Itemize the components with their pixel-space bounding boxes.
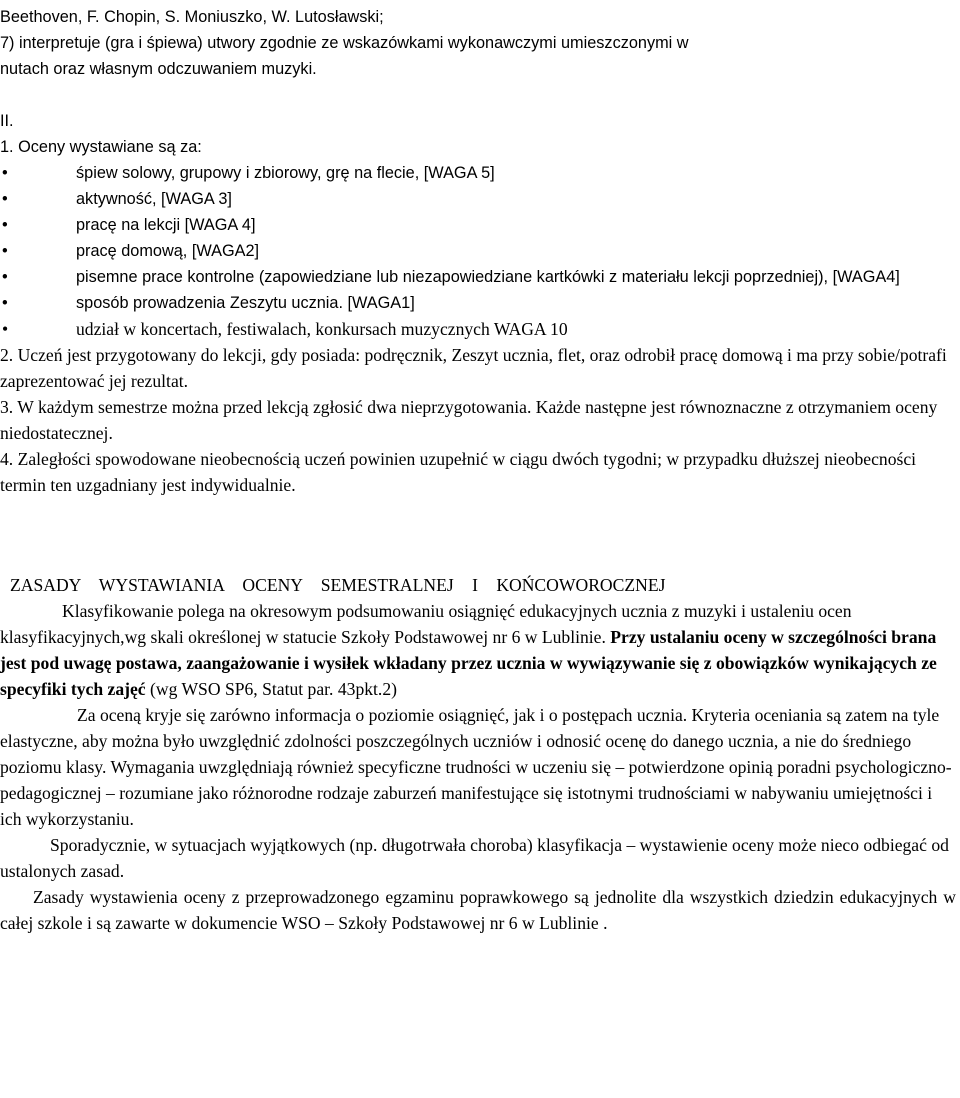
- text-line-composers: Beethoven, F. Chopin, S. Moniuszko, W. Lutosławski;: [0, 8, 384, 26]
- paragraph-retake-exam: Zasady wystawienia oceny z przeprowadzonego egzaminu poprawkowego są jednolite dla wszystkich dziedzin edukacyjnych w całej szkole i są zawarte w dokumencie WSO – Szkoły Podstawowej nr 6 w Lublinie .: [0, 887, 956, 933]
- paragraph-classification: Klasyfikowanie polega na okresowym podsumowaniu osiągnięć edukacyjnych ucznia z muzyki i ustaleniu ocen klasyfikacyjnych,wg skali określonej w statucie Szkoły Podstawowej nr 6 w Lublinie. Przy ustalaniu oceny w szczególności brana jest pod uwagę postawa, zaangażowanie i wysiłek wkładany przez ucznia w wywiązywanie się z obowiązków wynikających ze specyfiki tych zajęć (wg WSO SP6, Statut par. 43pkt.2): [0, 601, 937, 699]
- text-line-interpretation: 7) interpretuje (gra i śpiewa) utwory zgodnie ze wskazówkami wykonawczymi umieszczonymi w: [0, 34, 689, 52]
- list-item: • śpiew solowy, grupowy i zbiorowy, grę na flecie, [WAGA 5]: [0, 160, 956, 186]
- paragraph-criteria: Za oceną kryje się zarówno informacja o poziomie osiągnięć, jak i o postępach ucznia. Kryteria oceniania są zatem na tyle elastyczne, aby można było uwzględnić zdolności poszczególnych uczniów i odnosić ocenę do danego ucznia, a nie do średniego poziomu klasy. Wymagania uwzględniają również specyficzne trudności w uczeniu się – potwierdzone opinią poradni psychologiczno-pedagogicznej – rozumiane jako różnorodne rodzaje zaburzeń manifestujące się istotnymi trudnościami w nabywaniu umiejętności i ich wykorzystaniu.: [0, 705, 952, 829]
- paragraph-unpreparedness: 3. W każdym semestrze można przed lekcją zgłosić dwa nieprzygotowania. Każde następne jest równoznaczne z otrzymaniem oceny niedostatecznej.: [0, 397, 938, 443]
- section-heading: ZASADY WYSTAWIANIA OCENY SEMESTRALNEJ I KOŃCOWOROCZNEJ: [10, 575, 666, 595]
- text-line-interpretation-cont: nutach oraz własnym odczuwaniem muzyki.: [0, 60, 317, 78]
- spacer: [0, 498, 956, 572]
- bullet-icon: •: [2, 216, 8, 234]
- section-roman-numeral: II.: [0, 112, 14, 130]
- bullet-icon: •: [2, 164, 8, 182]
- bullet-icon: •: [2, 294, 8, 312]
- document-page: [0, 4, 956, 936]
- list-item: • pracę domową, [WAGA2]: [0, 238, 956, 264]
- grading-intro: 1. Oceny wystawiane są za:: [0, 138, 202, 156]
- list-item: • pracę na lekcji [WAGA 4]: [0, 212, 956, 238]
- list-item: • udział w koncertach, festiwalach, konkursach muzycznych WAGA 10: [0, 316, 956, 342]
- bullet-icon: •: [2, 242, 8, 260]
- list-item: • sposób prowadzenia Zeszytu ucznia. [WAGA1]: [0, 290, 956, 316]
- bullet-icon: •: [2, 268, 8, 286]
- grading-criteria-list: [0, 160, 956, 342]
- bullet-icon: •: [2, 319, 9, 339]
- list-item: • pisemne prace kontrolne (zapowiedziane lub niezapowiedziane kartkówki z materiału lekcji poprzedniej), [WAGA4]: [0, 264, 956, 290]
- paragraph-preparation: 2. Uczeń jest przygotowany do lekcji, gdy posiada: podręcznik, Zeszyt ucznia, flet, oraz odrobił pracę domową i ma przy sobie/potrafi zaprezentować jej rezultat.: [0, 345, 947, 391]
- bullet-icon: •: [2, 190, 8, 208]
- spacer: [0, 82, 956, 108]
- paragraph-exceptions: Sporadycznie, w sytuacjach wyjątkowych (np. długotrwała choroba) klasyfikacja – wystawienie oceny może nieco odbiegać od ustalonych zasad.: [0, 835, 949, 881]
- bold-emphasis: Przy ustalaniu oceny w szczególności brana jest pod uwagę postawa, zaangażowanie i wysiłek wkładany przez ucznia w wywiązywanie się z obowiązków wynikających ze specyfiki tych zajęć: [0, 627, 937, 699]
- paragraph-absences: 4. Zaległości spowodowane nieobecnością uczeń powinien uzupełnić w ciągu dwóch tygodni; w przypadku dłuższej nieobecności termin ten uzgadniany jest indywidualnie.: [0, 449, 917, 495]
- list-item: • aktywność, [WAGA 3]: [0, 186, 956, 212]
